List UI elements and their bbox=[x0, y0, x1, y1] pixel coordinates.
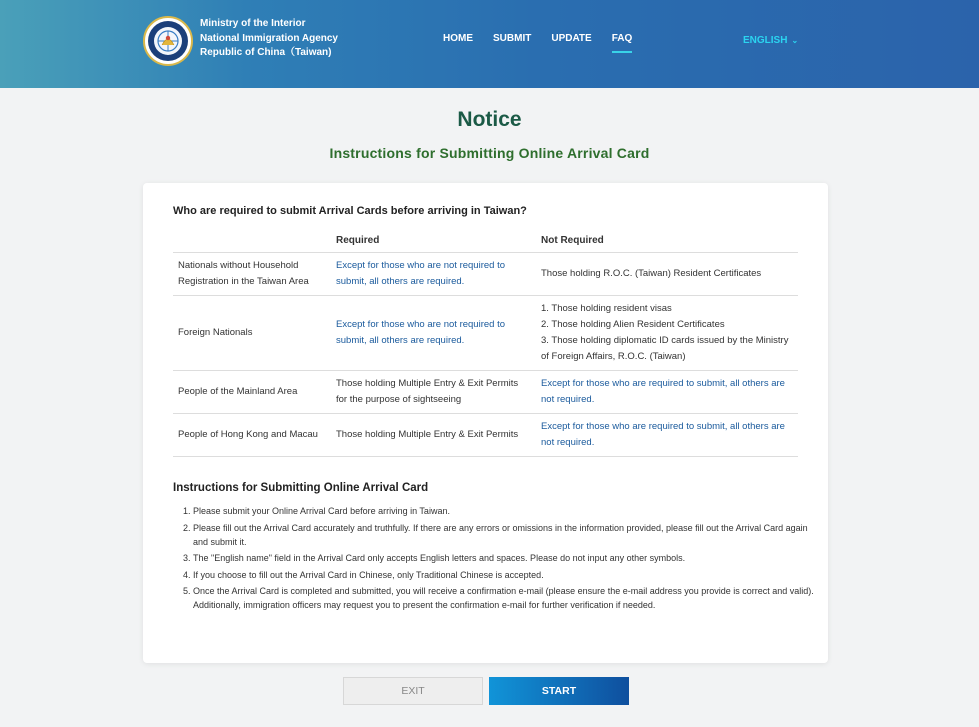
list-item: 3. The "English name" field in the Arrival Card only accepts English letters and spaces. Please do not input any other symbols. bbox=[193, 551, 818, 565]
nav-submit[interactable]: SUBMIT bbox=[493, 33, 532, 44]
header-not-required: Not Required bbox=[536, 228, 798, 253]
row-not-required bbox=[536, 296, 798, 371]
requirements-table bbox=[173, 228, 798, 457]
table-row bbox=[173, 371, 798, 414]
nav-faq[interactable]: FAQ bbox=[612, 33, 633, 48]
row-required: Except for those who are not required to submit, all others are required. bbox=[331, 296, 536, 371]
instructions-title: Instructions for Submitting Online Arrival Card bbox=[173, 482, 429, 494]
not-required-item: 1. Those holding resident visas bbox=[541, 303, 672, 314]
table-row bbox=[173, 414, 798, 457]
language-selector[interactable] bbox=[743, 35, 798, 46]
row-category: Foreign Nationals bbox=[173, 296, 331, 371]
page-subtitle: Instructions for Submitting Online Arrival Card bbox=[329, 145, 650, 161]
agency-seal-icon bbox=[146, 19, 190, 63]
header-required: Required bbox=[331, 228, 536, 253]
list-item: 5. Once the Arrival Card is completed and submitted, you will receive a confirmation e-mail (please ensure the e-mail address you provide is correct and valid). Additionally, immigration officers may request you to present the confirmation e-mail for further verification if needed. bbox=[193, 584, 818, 612]
site-header bbox=[0, 0, 979, 88]
brand-line-ministry: Ministry of the Interior bbox=[200, 18, 306, 29]
not-required-item: 2. Those holding Alien Resident Certificates bbox=[541, 319, 725, 330]
row-required: Those holding Multiple Entry & Exit Permits for the purpose of sightseeing bbox=[331, 371, 536, 414]
agency-brand[interactable] bbox=[200, 17, 338, 61]
page-title: Notice bbox=[457, 108, 522, 131]
list-item: 2. Please fill out the Arrival Card accurately and truthfully. If there are any errors or omissions in the information provided, please fill out the Arrival Card again and submit it. bbox=[193, 521, 818, 549]
notice-card bbox=[143, 183, 828, 663]
table-header-row bbox=[173, 228, 798, 253]
row-not-required: Except for those who are required to submit, all others are not required. bbox=[536, 371, 798, 414]
row-category: Nationals without Household Registration in the Taiwan Area bbox=[173, 253, 331, 296]
brand-line-agency: National Immigration Agency bbox=[200, 32, 338, 44]
table-row bbox=[173, 296, 798, 371]
row-not-required: Except for those who are required to submit, all others are not required. bbox=[536, 414, 798, 457]
row-category: People of the Mainland Area bbox=[173, 371, 331, 414]
start-button[interactable]: START bbox=[489, 677, 629, 705]
brand-line-country: Republic of China（Taiwan) bbox=[200, 47, 332, 58]
row-not-required: Those holding R.O.C. (Taiwan) Resident Certificates bbox=[536, 253, 798, 296]
header-category bbox=[173, 228, 331, 253]
requirements-question: Who are required to submit Arrival Cards before arriving in Taiwan? bbox=[173, 205, 527, 217]
list-item: 1. Please submit your Online Arrival Card before arriving in Taiwan. bbox=[193, 504, 818, 518]
row-required: Except for those who are not required to submit, all others are required. bbox=[331, 253, 536, 296]
nav-update[interactable]: UPDATE bbox=[551, 33, 592, 44]
main-nav bbox=[443, 33, 652, 48]
exit-button[interactable]: EXIT bbox=[343, 677, 483, 705]
language-label: ENGLISH bbox=[743, 35, 788, 46]
list-item: 4. If you choose to fill out the Arrival Card in Chinese, only Traditional Chinese is accepted. bbox=[193, 568, 818, 582]
row-category: People of Hong Kong and Macau bbox=[173, 414, 331, 457]
row-required: Those holding Multiple Entry & Exit Permits bbox=[331, 414, 536, 457]
not-required-item: 3. Those holding diplomatic ID cards issued by the Ministry of Foreign Affairs, R.O.C. (Taiwan) bbox=[541, 335, 789, 362]
chevron-down-icon: ⌄ bbox=[791, 36, 799, 45]
instructions-list bbox=[173, 504, 818, 615]
nav-home[interactable]: HOME bbox=[443, 33, 473, 44]
table-row bbox=[173, 253, 798, 296]
agency-logo[interactable] bbox=[143, 16, 193, 66]
